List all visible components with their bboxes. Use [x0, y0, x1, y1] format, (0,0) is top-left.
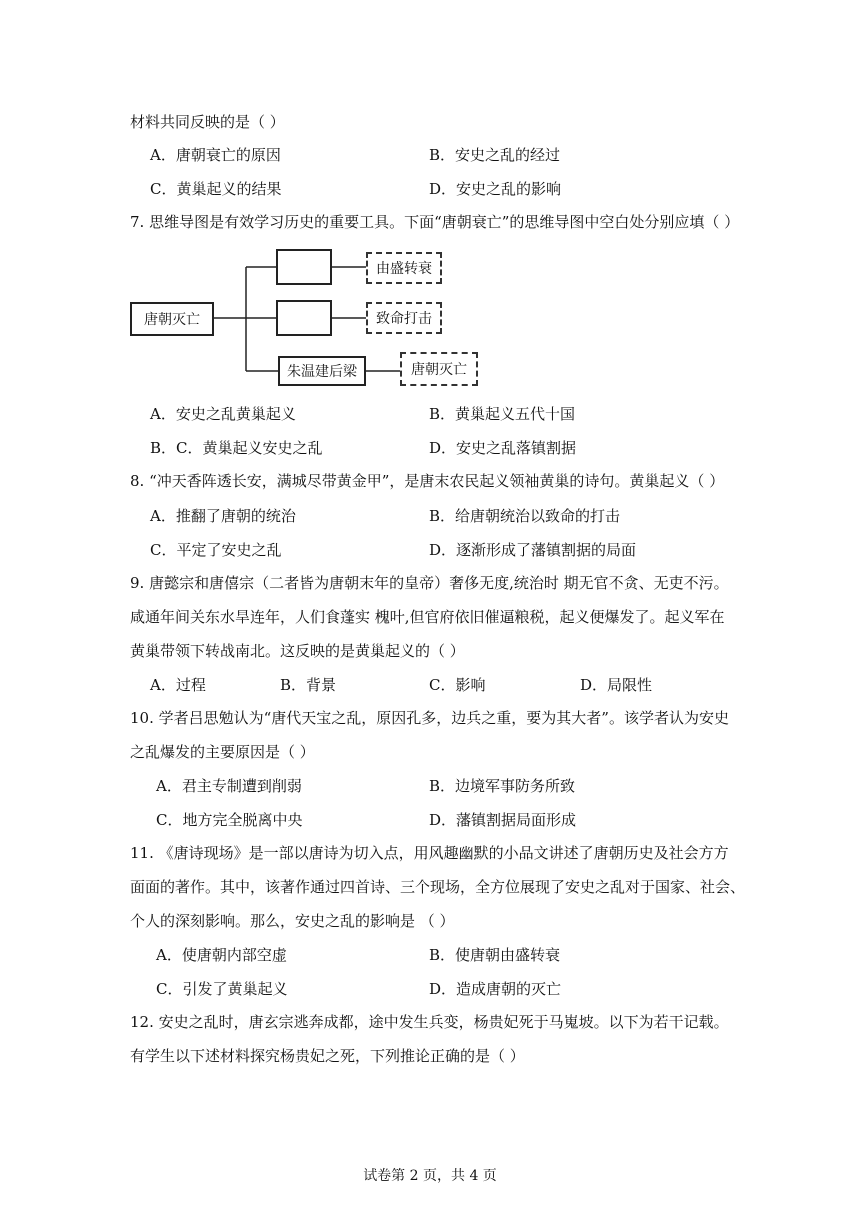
mind-map-branch-3: 朱温建后梁	[278, 356, 366, 386]
q8-option-b[interactable]: B．给唐朝统治以致命的打击	[429, 507, 621, 525]
q10-option-b[interactable]: B．边境军事防务所致	[429, 777, 576, 795]
q10-option-d[interactable]: D．藩镇割据局面形成	[429, 811, 577, 829]
question-10-stem-line-2: 之乱爆发的主要原因是（ ）	[130, 743, 315, 761]
question-11-stem-line-1: 11. 《唐诗现场》是一部以唐诗为切入点，用风趣幽默的小品文讲述了唐朝历史及社会方方	[130, 844, 729, 862]
question-12-stem-line-2: 有学生以下述材料探究杨贵妃之死，下列推论正确的是（ ）	[130, 1047, 525, 1065]
mind-map-label-2: 致命打击	[366, 302, 442, 334]
question-11-stem-line-3: 个人的深刻影响。那么，安史之乱的影响是 （ ）	[130, 912, 455, 930]
page-footer: 试卷第 2 页，共 4 页	[363, 1168, 497, 1184]
q8-option-d[interactable]: D．逐渐形成了藩镇割据的局面	[429, 541, 637, 559]
q9-option-b[interactable]: B．背景	[280, 676, 337, 694]
question-9-stem-line-2: 咸通年间关东水旱连年，人们食蓬实 槐叶,但官府依旧催逼粮税，起义便爆发了。起义军在	[130, 608, 725, 626]
q9-option-a[interactable]: A．过程	[150, 676, 206, 694]
question-10-stem-line-1: 10. 学者吕思勉认为“唐代天宝之乱，原因孔多，边兵之重，要为其大者”。该学者认为安史	[130, 709, 729, 727]
q7-option-a[interactable]: A．安史之乱黄巢起义	[150, 405, 296, 423]
question-8-stem: 8. “冲天香阵透长安，满城尽带黄金甲”，是唐末农民起义领袖黄巢的诗句。黄巢起义（ ）	[130, 472, 725, 490]
question-6-stem-end: 材料共同反映的是（ ）	[130, 113, 285, 131]
question-7-stem: 7. 思维导图是有效学习历史的重要工具。下面“唐朝衰亡”的思维导图中空白处分别应填（ ）	[130, 213, 740, 231]
q7-option-d[interactable]: D．安史之乱落镇割据	[429, 439, 577, 457]
q7-option-b[interactable]: B．黄巢起义五代十国	[429, 405, 576, 423]
question-11-stem-line-2: 面面的著作。其中，该著作通过四首诗、三个现场，全方位展现了安史之乱对于国家、社会、	[130, 878, 746, 896]
q10-option-a[interactable]: A．君主专制遭到削弱	[156, 777, 302, 795]
question-9-stem-line-1: 9. 唐懿宗和唐僖宗（二者皆为唐朝末年的皇帝）奢侈无度,统治时 期无官不贪、无吏不污。	[130, 574, 729, 592]
mind-map-blank-1[interactable]	[276, 249, 332, 285]
mind-map-label-1: 由盛转衰	[366, 252, 442, 284]
q8-option-c[interactable]: C．平定了安史之乱	[150, 541, 282, 559]
q8-option-a[interactable]: A．推翻了唐朝的统治	[150, 507, 296, 525]
q11-option-a[interactable]: A．使唐朝内部空虚	[156, 946, 287, 964]
q11-option-b[interactable]: B．使唐朝由盛转衰	[429, 946, 561, 964]
q6-option-c[interactable]: C．黄巢起义的结果	[150, 180, 282, 198]
mind-map-label-3: 唐朝灭亡	[400, 352, 478, 386]
q11-option-c[interactable]: C．引发了黄巢起义	[156, 980, 288, 998]
q7-option-c[interactable]: B．C．黄巢起义安史之乱	[150, 439, 323, 457]
mind-map-diagram	[128, 240, 488, 390]
mind-map-root: 唐朝灭亡	[130, 302, 214, 336]
q6-option-d[interactable]: D．安史之乱的影响	[429, 180, 562, 198]
q9-option-c[interactable]: C．影响	[429, 676, 486, 694]
q6-option-a[interactable]: A．唐朝衰亡的原因	[150, 146, 281, 164]
question-12-stem-line-1: 12. 安史之乱时，唐玄宗逃奔成都，途中发生兵变，杨贵妃死于马嵬坡。以下为若干记载。	[130, 1013, 729, 1031]
q9-option-d[interactable]: D．局限性	[580, 676, 653, 694]
q6-option-b[interactable]: B．安史之乱的经过	[429, 146, 561, 164]
q10-option-c[interactable]: C．地方完全脱离中央	[156, 811, 303, 829]
mind-map-blank-2[interactable]	[276, 300, 332, 336]
question-9-stem-line-3: 黄巢带领下转战南北。这反映的是黄巢起义的（ ）	[130, 642, 465, 660]
q11-option-d[interactable]: D．造成唐朝的灭亡	[429, 980, 562, 998]
